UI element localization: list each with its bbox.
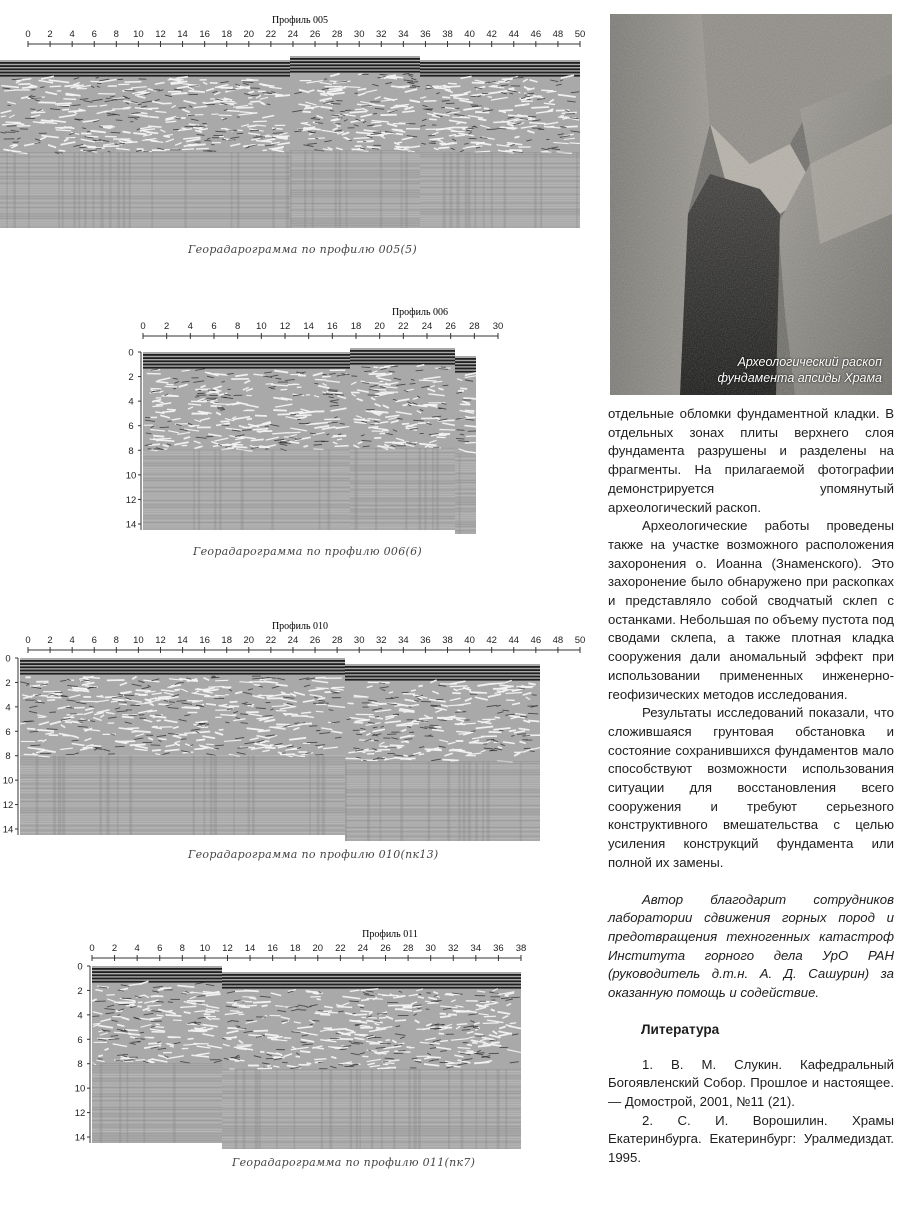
distance-tick-label: 18 (289, 943, 301, 954)
distance-tick-label: 28 (469, 321, 480, 332)
distance-tick-label: 30 (353, 29, 365, 40)
distance-tick-label: 20 (243, 635, 255, 646)
text-column (608, 405, 894, 1168)
distance-tick-label: 46 (530, 635, 542, 646)
distance-tick-label: 16 (199, 635, 210, 646)
depth-tick-label: 12 (74, 1108, 86, 1120)
depth-tick-label: 14 (2, 824, 14, 836)
depth-tick-label: 0 (77, 961, 83, 973)
distance-tick-label: 26 (309, 29, 321, 40)
depth-tick-label: 10 (125, 470, 137, 482)
distance-tick-label: 0 (89, 943, 95, 954)
distance-tick-label: 38 (442, 635, 453, 646)
distance-tick-label: 4 (69, 29, 75, 40)
distance-tick-label: 34 (398, 29, 409, 40)
distance-tick-label: 30 (492, 321, 504, 332)
distance-tick-label: 10 (256, 321, 267, 332)
paragraph-3: Результаты исследований показали, что сложившаяся грунтовая обстановка и состояние сохранившихся фундаментов мало способствуют возможности использования ситуации для восстановления всего сооружения и требуют серьезного конструктивного вмешательства с целью усиления конструкций фундамента или полной их замены. (608, 705, 894, 870)
distance-tick-label: 30 (425, 943, 436, 954)
distance-tick-label: 36 (493, 943, 504, 954)
depth-tick-label: 14 (125, 519, 137, 531)
distance-tick-label: 24 (287, 29, 299, 40)
depth-tick-label: 2 (77, 985, 83, 997)
distance-tick-label: 22 (398, 321, 409, 332)
distance-tick-label: 32 (375, 635, 387, 646)
distance-tick-label: 48 (552, 635, 564, 646)
depth-tick-label: 4 (77, 1010, 83, 1022)
depth-tick-label: 6 (5, 726, 11, 738)
distance-tick-label: 6 (91, 635, 97, 646)
acknowledgements: Автор благодарит сотрудников лаборатории сдвижения горных пород и предотвращения техногенных катастроф Института горного дела УрО РАН (руководитель д.т.н. А. Д. Сашурин) за оказанную помощь и содействие. (608, 891, 894, 1001)
distance-tick-label: 4 (134, 943, 140, 954)
distance-tick-label: 20 (243, 29, 255, 40)
radargram-block (222, 972, 521, 1149)
depth-tick-label: 6 (77, 1034, 83, 1046)
distance-tick-label: 34 (398, 635, 409, 646)
depth-tick-label: 10 (74, 1083, 86, 1095)
distance-tick-label: 24 (421, 321, 433, 332)
depth-tick-label: 2 (5, 677, 11, 689)
depth-tick-label: 12 (2, 800, 14, 812)
distance-tick-label: 8 (113, 29, 119, 40)
distance-tick-label: 16 (267, 943, 278, 954)
distance-tick-label: 44 (508, 29, 520, 40)
distance-tick-label: 4 (187, 321, 193, 332)
profile-title: Профиль 006 (391, 307, 449, 318)
depth-tick-label: 8 (128, 445, 134, 457)
depth-tick-label: 4 (128, 396, 134, 408)
profile-title: Профиль 005 (271, 15, 329, 26)
distance-tick-label: 44 (508, 635, 520, 646)
distance-tick-label: 14 (303, 321, 314, 332)
distance-tick-label: 42 (486, 635, 497, 646)
distance-tick-label: 10 (133, 29, 144, 40)
distance-tick-label: 0 (25, 635, 31, 646)
distance-tick-label: 12 (279, 321, 291, 332)
distance-tick-label: 34 (470, 943, 482, 954)
distance-tick-label: 18 (350, 321, 362, 332)
distance-tick-label: 48 (552, 29, 564, 40)
distance-tick-label: 14 (244, 943, 256, 954)
distance-tick-label: 40 (464, 29, 475, 40)
distance-tick-label: 22 (265, 635, 277, 646)
profile-title: Профиль 011 (362, 929, 418, 940)
distance-tick-label: 8 (179, 943, 185, 954)
excavation-photo (610, 14, 892, 395)
distance-tick-label: 42 (486, 29, 497, 40)
depth-tick-label: 14 (74, 1132, 86, 1144)
distance-tick-label: 50 (574, 29, 586, 40)
distance-tick-label: 12 (155, 29, 166, 40)
photo-caption-line-2: фундамента апсиды Храма (717, 371, 882, 385)
distance-tick-label: 46 (530, 29, 542, 40)
photo-caption-line-1: Археологический раскоп (737, 355, 882, 369)
distance-tick-label: 16 (327, 321, 338, 332)
distance-tick-label: 4 (69, 635, 75, 646)
depth-tick-label: 0 (5, 653, 11, 665)
depth-tick-label: 0 (128, 347, 134, 359)
distance-tick-label: 14 (177, 635, 188, 646)
depth-tick-label: 8 (5, 751, 11, 763)
distance-tick-label: 28 (331, 635, 343, 646)
distance-tick-label: 8 (113, 635, 119, 646)
distance-tick-label: 18 (221, 29, 233, 40)
caption-profile-010: Георадарограмма по профилю 010(пк13) (188, 848, 439, 861)
distance-tick-label: 16 (199, 29, 210, 40)
distance-tick-label: 12 (222, 943, 233, 954)
distance-tick-label: 2 (47, 635, 53, 646)
distance-tick-label: 20 (312, 943, 324, 954)
distance-tick-label: 0 (140, 321, 146, 332)
distance-tick-label: 24 (287, 635, 299, 646)
reference-1: 1. В. М. Слукин. Кафедральный Богоявленский Собор. Прошлое и настоящее. — Домострой, 2001, №11 (21). (608, 1056, 894, 1109)
distance-tick-label: 38 (442, 29, 453, 40)
depth-tick-label: 6 (128, 421, 134, 433)
radargram-block (92, 966, 222, 1143)
distance-tick-label: 2 (164, 321, 170, 332)
references-heading: Литература (641, 1021, 720, 1037)
distance-tick-label: 50 (574, 635, 586, 646)
distance-tick-label: 6 (91, 29, 97, 40)
caption-profile-011: Георадарограмма по профилю 011(пк7) (232, 1156, 476, 1169)
depth-tick-label: 10 (2, 775, 14, 787)
distance-tick-label: 12 (155, 635, 166, 646)
caption-profile-005: Георадарограмма по профилю 005(5) (188, 243, 417, 256)
depth-tick-label: 12 (125, 494, 137, 506)
distance-tick-label: 10 (199, 943, 211, 954)
distance-tick-label: 26 (309, 635, 321, 646)
distance-tick-label: 36 (420, 29, 431, 40)
distance-tick-label: 36 (420, 635, 431, 646)
distance-tick-label: 32 (447, 943, 459, 954)
distance-tick-label: 40 (464, 635, 475, 646)
distance-tick-label: 26 (380, 943, 391, 954)
depth-tick-label: 2 (128, 372, 134, 384)
photo-caption (718, 354, 883, 386)
distance-tick-label: 32 (375, 29, 387, 40)
distance-tick-label: 2 (111, 943, 118, 954)
distance-tick-label: 6 (211, 321, 217, 332)
distance-tick-label: 8 (235, 321, 241, 332)
distance-tick-label: 26 (445, 321, 456, 332)
distance-tick-label: 38 (515, 943, 527, 954)
distance-tick-label: 20 (374, 321, 385, 332)
caption-profile-006: Георадарограмма по профилю 006(6) (193, 545, 422, 558)
depth-tick-label: 4 (5, 702, 11, 714)
distance-tick-label: 6 (157, 943, 163, 954)
reference-2: 2. С. И. Ворошилин. Храмы Екатеринбурга. Екатеринбург: Уралмедиздат. 1995. (608, 1112, 894, 1166)
distance-tick-label: 28 (402, 943, 414, 954)
distance-tick-label: 30 (353, 635, 365, 646)
distance-tick-label: 22 (265, 29, 277, 40)
excavation-photo-image (610, 14, 892, 395)
distance-tick-label: 14 (177, 29, 188, 40)
distance-tick-label: 2 (47, 29, 53, 40)
distance-tick-label: 24 (357, 943, 369, 954)
distance-tick-label: 28 (331, 29, 343, 40)
distance-tick-label: 0 (25, 29, 31, 40)
depth-tick-label: 8 (77, 1059, 83, 1071)
distance-tick-label: 22 (335, 943, 346, 954)
distance-tick-label: 18 (221, 635, 233, 646)
paragraph-1: отдельные обломки фундаментной кладки. В отдельных зонах плиты верхнего слоя фундамента разрушены и разделены на фрагменты. На прилагаемой фотографии демонстрируется упомянутый археологический раскоп. (608, 406, 894, 515)
profile-title: Профиль 010 (271, 621, 329, 632)
distance-tick-label: 10 (133, 635, 144, 646)
paragraph-2: Археологические работы проведены также на участке возможного расположения захоронения о. Иоанна (Знаменского). Это захоронение было обнаружено при раскопках и представляло собой сводчатый склеп с останками. Небольшая по объему пустота под сводами склепа, а также плотная кладка сооружения дали аномальный эффект при использовании примененных инженерно-геофизических методов исследования. (608, 518, 894, 702)
